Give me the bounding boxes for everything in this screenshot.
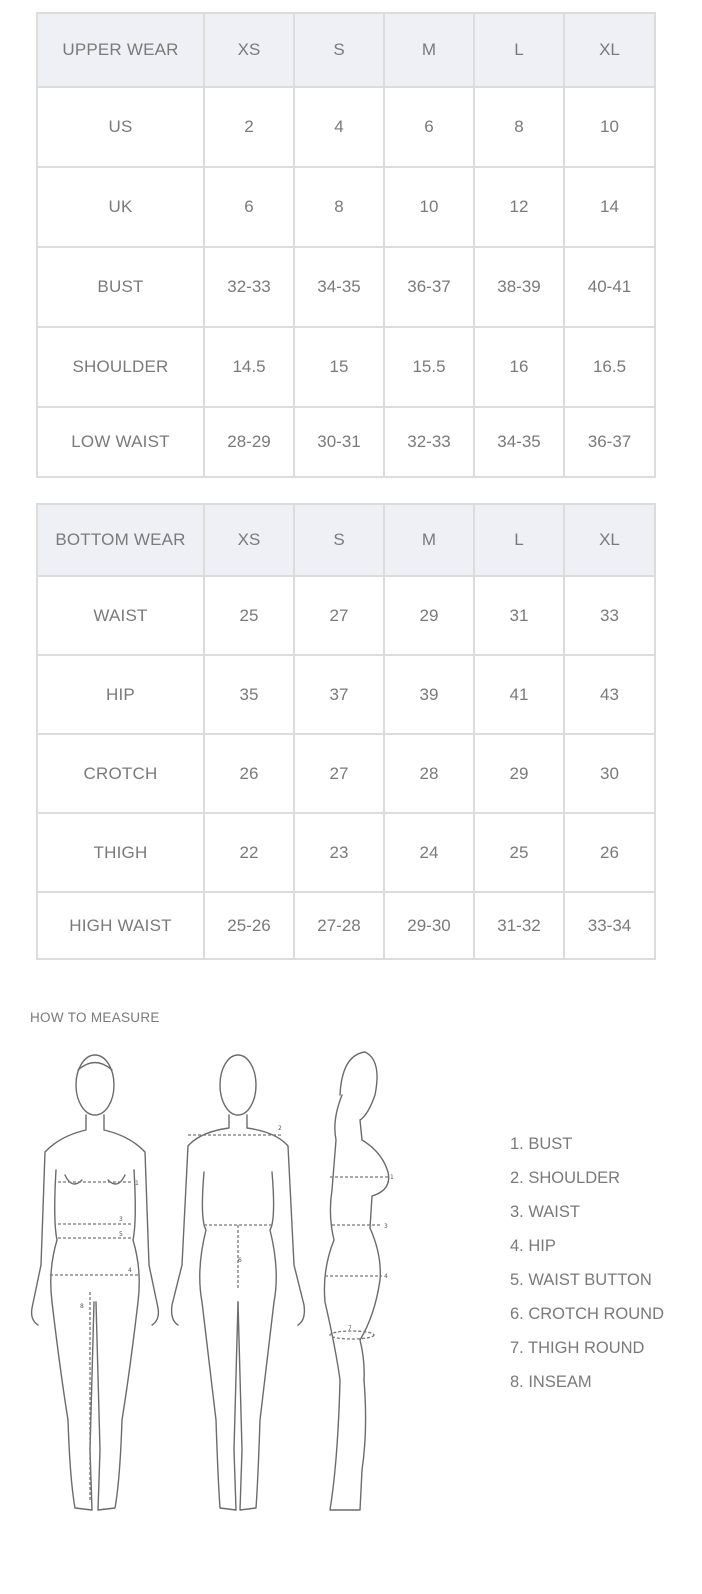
table-row xyxy=(37,87,655,167)
table-cell: 41 xyxy=(474,655,564,734)
header-cell: XS xyxy=(204,13,294,87)
table-row xyxy=(37,167,655,247)
table-cell: 23 xyxy=(294,813,384,892)
table-cell: 36-37 xyxy=(384,247,474,327)
table-cell: 30-31 xyxy=(294,407,384,477)
header-cell: S xyxy=(294,13,384,87)
legend-item: 3. WAIST xyxy=(510,1203,580,1221)
table-cell: 31-32 xyxy=(474,892,564,959)
table-cell: 32-33 xyxy=(204,247,294,327)
table-cell: 8 xyxy=(294,167,384,247)
table-cell: 27 xyxy=(294,576,384,655)
table-cell: 30 xyxy=(564,734,655,813)
table-row xyxy=(37,247,655,327)
header-cell: M xyxy=(384,504,474,576)
table-cell: 25 xyxy=(204,576,294,655)
header-cell: L xyxy=(474,504,564,576)
table-cell: 2 xyxy=(204,87,294,167)
table-cell: 4 xyxy=(294,87,384,167)
legend-item: 2. SHOULDER xyxy=(510,1169,621,1187)
header-cell: L xyxy=(474,13,564,87)
table-cell: 6 xyxy=(384,87,474,167)
back-figure-illustration xyxy=(172,1055,305,1510)
row-label: THIGH xyxy=(37,813,204,892)
header-cell: BOTTOM WEAR xyxy=(37,504,204,576)
table-cell: 16.5 xyxy=(564,327,655,407)
table-cell: 34-35 xyxy=(474,407,564,477)
side-figure-illustration xyxy=(324,1052,394,1510)
table-cell: 15 xyxy=(294,327,384,407)
row-label: UK xyxy=(37,167,204,247)
row-label: HIP xyxy=(37,655,204,734)
table-cell: 31 xyxy=(474,576,564,655)
row-label: LOW WAIST xyxy=(37,407,204,477)
legend-item: 1. BUST xyxy=(510,1135,573,1153)
table-cell: 33 xyxy=(564,576,655,655)
bottom-wear-size-table xyxy=(36,503,656,960)
table-cell: 29-30 xyxy=(384,892,474,959)
legend-item: 6. CROTCH ROUND xyxy=(510,1305,665,1323)
table-cell: 28-29 xyxy=(204,407,294,477)
table-cell: 26 xyxy=(204,734,294,813)
table-cell: 43 xyxy=(564,655,655,734)
table-cell: 26 xyxy=(564,813,655,892)
bottom-wear-header-row xyxy=(37,504,655,576)
how-to-measure-title: HOW TO MEASURE xyxy=(30,1010,160,1025)
table-cell: 27 xyxy=(294,734,384,813)
row-label: SHOULDER xyxy=(37,327,204,407)
front-figure-illustration xyxy=(32,1055,159,1510)
legend-item: 7. THIGH ROUND xyxy=(510,1339,645,1357)
header-cell: UPPER WEAR xyxy=(37,13,204,87)
table-cell: 33-34 xyxy=(564,892,655,959)
table-cell: 36-37 xyxy=(564,407,655,477)
table-cell: 29 xyxy=(474,734,564,813)
table-cell: 10 xyxy=(564,87,655,167)
table-cell: 27-28 xyxy=(294,892,384,959)
table-cell: 15.5 xyxy=(384,327,474,407)
figure-number-4-side: 4 xyxy=(384,1273,388,1280)
table-row xyxy=(37,327,655,407)
table-cell: 29 xyxy=(384,576,474,655)
table-cell: 14 xyxy=(564,167,655,247)
table-cell: 32-33 xyxy=(384,407,474,477)
upper-wear-size-table xyxy=(36,12,656,478)
measurement-figures xyxy=(20,1040,420,1530)
table-cell: 22 xyxy=(204,813,294,892)
row-label: HIGH WAIST xyxy=(37,892,204,959)
table-cell: 40-41 xyxy=(564,247,655,327)
table-cell: 25 xyxy=(474,813,564,892)
table-cell: 12 xyxy=(474,167,564,247)
table-cell: 14.5 xyxy=(204,327,294,407)
table-cell: 6 xyxy=(204,167,294,247)
header-cell: XS xyxy=(204,504,294,576)
legend-item: 4. HIP xyxy=(510,1237,556,1255)
table-cell: 24 xyxy=(384,813,474,892)
table-row xyxy=(37,813,655,892)
header-cell: XL xyxy=(564,504,655,576)
row-label: US xyxy=(37,87,204,167)
table-cell: 39 xyxy=(384,655,474,734)
figure-number-8: 8 xyxy=(80,1303,84,1310)
legend-item: 5. WAIST BUTTON xyxy=(510,1271,652,1289)
figure-number-6: 6 xyxy=(238,1257,242,1264)
table-cell: 8 xyxy=(474,87,564,167)
table-cell: 10 xyxy=(384,167,474,247)
figure-number-5: 5 xyxy=(119,1231,123,1238)
header-cell: M xyxy=(384,13,474,87)
table-row xyxy=(37,576,655,655)
table-row xyxy=(37,655,655,734)
measurement-legend xyxy=(510,1133,664,1405)
table-cell: 37 xyxy=(294,655,384,734)
table-row xyxy=(37,892,655,959)
header-cell: XL xyxy=(564,13,655,87)
table-cell: 16 xyxy=(474,327,564,407)
header-cell: S xyxy=(294,504,384,576)
row-label: WAIST xyxy=(37,576,204,655)
figure-number-4: 4 xyxy=(128,1267,132,1274)
row-label: BUST xyxy=(37,247,204,327)
row-label: CROTCH xyxy=(37,734,204,813)
table-cell: 34-35 xyxy=(294,247,384,327)
table-row xyxy=(37,734,655,813)
table-cell: 38-39 xyxy=(474,247,564,327)
figure-number-7: 7 xyxy=(348,1325,352,1332)
table-cell: 35 xyxy=(204,655,294,734)
table-cell: 28 xyxy=(384,734,474,813)
figure-number-3-side: 3 xyxy=(384,1223,388,1230)
figure-number-3: 3 xyxy=(119,1216,123,1223)
figure-number-2: 2 xyxy=(278,1125,282,1132)
table-cell: 25-26 xyxy=(204,892,294,959)
legend-item: 8. INSEAM xyxy=(510,1373,592,1391)
figure-number-1: 1 xyxy=(135,1180,139,1187)
upper-wear-header-row xyxy=(37,13,655,87)
figure-number-1-side: 1 xyxy=(390,1174,394,1181)
table-row xyxy=(37,407,655,477)
